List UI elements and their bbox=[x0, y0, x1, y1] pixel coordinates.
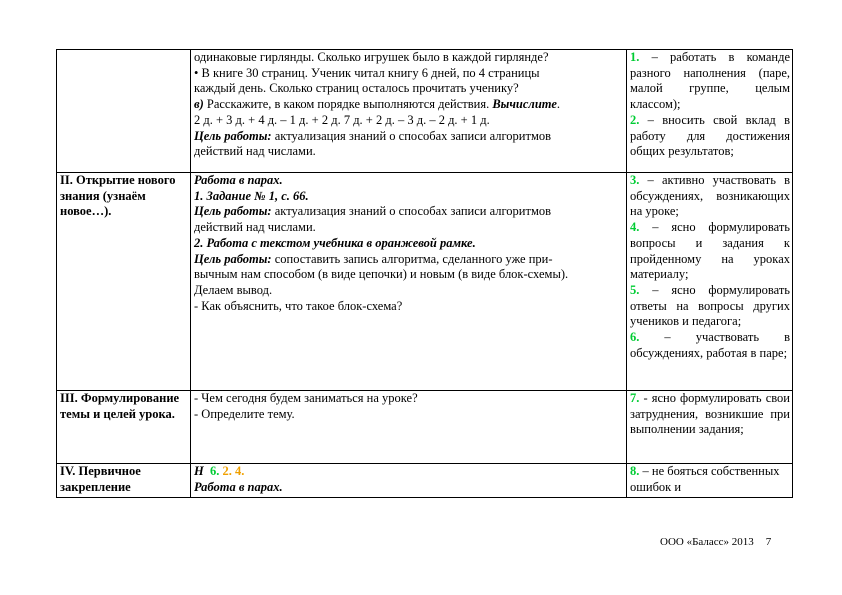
skill-ref-orange: 4. bbox=[234, 464, 245, 478]
goal-text: актуализация знаний о способах записи алгоритмов bbox=[271, 128, 552, 143]
skill-text: – участвовать в обсуждениях, работая в паре; bbox=[630, 330, 790, 360]
skill-item bbox=[630, 330, 790, 361]
goal-label: Цель работы: bbox=[194, 128, 272, 143]
text-line bbox=[194, 97, 624, 113]
instruction-verb: Вычислите bbox=[492, 97, 557, 112]
skill-number: 2. bbox=[630, 112, 640, 127]
table-row bbox=[57, 173, 793, 391]
text-line: каждый день. Сколько страниц осталось прочитать ученику? bbox=[194, 81, 519, 96]
text-line: 2. Работа с текстом учебника в оранжевой рамке. bbox=[194, 235, 476, 250]
skill-text: – ясно формулировать ответы на вопросы других учеников и педагога; bbox=[630, 282, 790, 329]
text-line: одинаковые гирлянды. Сколько игрушек было в каждой гирлянде? bbox=[194, 50, 549, 64]
skill-text: – вносить свой вклад в работу для достижения общих результатов; bbox=[630, 112, 790, 159]
table-row bbox=[57, 464, 793, 498]
skill-number: 5. bbox=[630, 282, 640, 297]
text-line: действий над числами. bbox=[194, 144, 316, 159]
skill-item bbox=[630, 50, 790, 113]
text-line: - Как объяснить, что такое блок-схема? bbox=[194, 298, 403, 313]
level-marker: Н bbox=[194, 464, 204, 478]
skill-ref-orange: 2. bbox=[222, 464, 232, 478]
text-line: - Чем сегодня будем заниматься на уроке? bbox=[194, 391, 418, 405]
skills-cell bbox=[627, 173, 793, 391]
instruction-text: Расскажите, в каком порядке выполняются действия. bbox=[203, 97, 493, 112]
table-row bbox=[57, 50, 793, 173]
text-line: - Определите тему. bbox=[194, 406, 295, 421]
skill-item bbox=[630, 220, 790, 283]
text-line bbox=[194, 252, 624, 268]
skill-number: 3. bbox=[630, 173, 640, 187]
text-line: вычным нам способом (в виде цепочки) и новым (в виде блок-схемы). bbox=[194, 267, 569, 282]
activity-cell bbox=[191, 50, 627, 173]
stage-cell: II. Открытие нового знания (узнаём новое…). bbox=[57, 173, 191, 391]
text-line: Работа в парах. bbox=[194, 479, 283, 494]
text-line: • В книге 30 страниц. Ученик читал книгу 6 дней, по 4 страницы bbox=[194, 65, 540, 80]
skill-number: 6. bbox=[630, 330, 640, 345]
goal-label: Цель работы: bbox=[194, 204, 272, 219]
text-line: Делаем вывод. bbox=[194, 282, 273, 297]
publisher-text: ООО «Баласс» 2013 bbox=[660, 536, 754, 548]
text-line: действий над числами. bbox=[194, 220, 316, 235]
skill-item bbox=[630, 173, 790, 220]
skill-item bbox=[630, 113, 790, 160]
stage-cell bbox=[57, 50, 191, 173]
stage-cell: III. Формулирование темы и целей урока. bbox=[57, 391, 191, 464]
skill-item bbox=[630, 391, 790, 438]
goal-label: Цель работы: bbox=[194, 251, 272, 266]
text-line: 1. Задание № 1, с. 66. bbox=[194, 188, 309, 203]
goal-text: актуализация знаний о способах записи алгоритмов bbox=[271, 204, 552, 219]
activity-cell bbox=[191, 173, 627, 391]
skill-item bbox=[630, 464, 790, 495]
text-line: Работа в парах. bbox=[194, 173, 283, 187]
page-footer bbox=[660, 536, 771, 548]
skill-text: – активно участвовать в обсуждениях, возникающих на уроке; bbox=[630, 173, 790, 219]
activity-cell bbox=[191, 464, 627, 498]
skill-text: – работать в команде разного наполнения (паре, малой группе, целым классом); bbox=[630, 50, 790, 112]
skill-number: 4. bbox=[630, 220, 640, 235]
skill-number: 1. bbox=[630, 50, 640, 64]
punctuation: . bbox=[556, 97, 561, 112]
skill-ref-green: 6. bbox=[209, 464, 220, 478]
skill-item bbox=[630, 283, 790, 330]
skills-cell bbox=[627, 50, 793, 173]
text-line bbox=[194, 204, 624, 220]
text-line bbox=[194, 129, 624, 145]
table-row bbox=[57, 391, 793, 464]
stage-cell: IV. Первичное закрепление bbox=[57, 464, 191, 498]
skill-text: - ясно формулировать свои затруднения, возникшие при выполнении задания; bbox=[630, 391, 790, 437]
skill-text: – ясно формулировать вопросы и задания к пройденному на уроках материалу; bbox=[630, 220, 790, 282]
page-number: 7 bbox=[765, 536, 772, 548]
text-line bbox=[194, 464, 624, 480]
goal-text: сопоставить запись алгоритма, сделанного уже при- bbox=[271, 251, 553, 266]
skill-text: – не бояться собственных ошибок и bbox=[630, 464, 780, 494]
skills-cell bbox=[627, 464, 793, 498]
skill-number: 8. bbox=[630, 464, 640, 478]
activity-cell bbox=[191, 391, 627, 464]
skills-cell bbox=[627, 391, 793, 464]
item-label: в) bbox=[194, 97, 204, 112]
lesson-plan-table bbox=[56, 49, 793, 498]
skill-number: 7. bbox=[630, 391, 640, 405]
text-line: 2 д. + 3 д. + 4 д. – 1 д. + 2 д. 7 д. + 2 д. – 3 д. – 2 д. + 1 д. bbox=[194, 112, 490, 127]
